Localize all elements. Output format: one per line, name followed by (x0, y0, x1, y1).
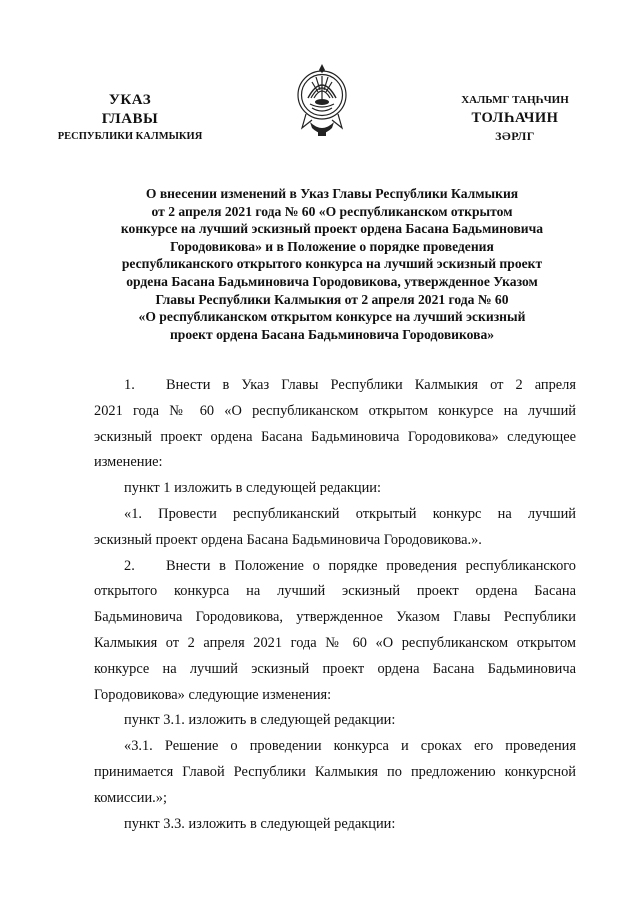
paragraph-4-line: конкурсе на лучший эскизный проект ордена Басана Бадьминовича (94, 660, 576, 677)
title-line: ордена Басана Бадьминовича Городовикова, утвержденное Указом (126, 273, 538, 289)
paragraph-5: пункт 3.1. изложить в следующей редакции: (124, 712, 396, 729)
paragraph-1-last-line: изменение: (94, 454, 163, 471)
paragraph-4-line: Калмыкия от 2 апреля 2021 года № 60 «О республиканском открытом (94, 634, 576, 651)
paragraph-1-line: эскизный проект ордена Басана Бадьминовича Городовикова» следующее (94, 428, 576, 445)
paragraph-7: пункт 3.3. изложить в следующей редакции: (124, 815, 396, 832)
paragraph-text: Внести в Указ Главы Республики Калмыкия от 2 апреля (166, 377, 576, 393)
item-number: 1. (124, 377, 135, 393)
header-left-block (44, 91, 216, 145)
title-line: от 2 апреля 2021 года № 60 «О республиканском открытом (151, 203, 513, 219)
paragraph-3-last-line: эскизный проект ордена Басана Бадьминовича Городовикова.». (94, 531, 482, 548)
paragraph-4-last-line: Городовикова» следующие изменения: (94, 686, 332, 703)
title-line: республиканского открытого конкурса на лучший эскизный проект (121, 256, 543, 272)
paragraph-1-line: 2021 года № 60 «О республиканском открытом конкурсе на лучший (94, 402, 576, 419)
document-title (88, 185, 576, 343)
title-line: конкурсе на лучший эскизный проект ордена Басана Бадьминовича (120, 221, 544, 237)
header-right-line: ХАЛЬМГ ТАҢҺЧИН (461, 94, 569, 106)
document-body (94, 373, 576, 837)
header-right-line: ТОЛҺАЧИН (471, 110, 559, 126)
paragraph-6-last-line: комиссии.»; (94, 789, 167, 806)
item-number: 2. (124, 557, 135, 574)
paragraph-4-first-line (94, 554, 576, 580)
paragraph-3-first-line: «1. Провести республиканский открытый конкурс на лучший (124, 505, 576, 522)
title-line: «О республиканском открытом конкурсе на лучший эскизный (138, 309, 526, 325)
header-left-line: УКАЗ (108, 92, 152, 108)
header-left-line: РЕСПУБЛИКИ КАЛМЫКИЯ (57, 131, 203, 142)
paragraph-4-line: Бадьминовича Городовикова, утвержденное Указом Главы Республики (94, 609, 576, 626)
title-line: проект ордена Басана Бадьминовича Городовикова» (169, 326, 495, 342)
header-right-line: ЗӘРЛГ (495, 129, 535, 143)
title-line: Городовикова» и в Положение о порядке проведения (170, 238, 494, 254)
paragraph-4-line: открытого конкурса на лучший эскизный проект ордена Басана (94, 583, 576, 600)
title-line: Главы Республики Калмыкия от 2 апреля 2021 года № 60 (155, 291, 509, 307)
header-right-block (440, 93, 590, 145)
title-line: О внесении изменений в Указ Главы Республики Калмыкия (145, 186, 519, 201)
paragraph-2: пункт 1 изложить в следующей редакции: (124, 480, 381, 497)
paragraph-text: Внести в Положение о порядке проведения республиканского (166, 557, 576, 574)
paragraph-6-line: принимается Главой Республики Калмыкия по предложению конкурсной (94, 763, 576, 780)
paragraph-6-first-line: «3.1. Решение о проведении конкурса и сроках его проведения (124, 738, 576, 755)
paragraph-1-first-line (94, 373, 576, 399)
header-left-line: ГЛАВЫ (101, 111, 159, 127)
coat-of-arms-icon (296, 62, 348, 142)
